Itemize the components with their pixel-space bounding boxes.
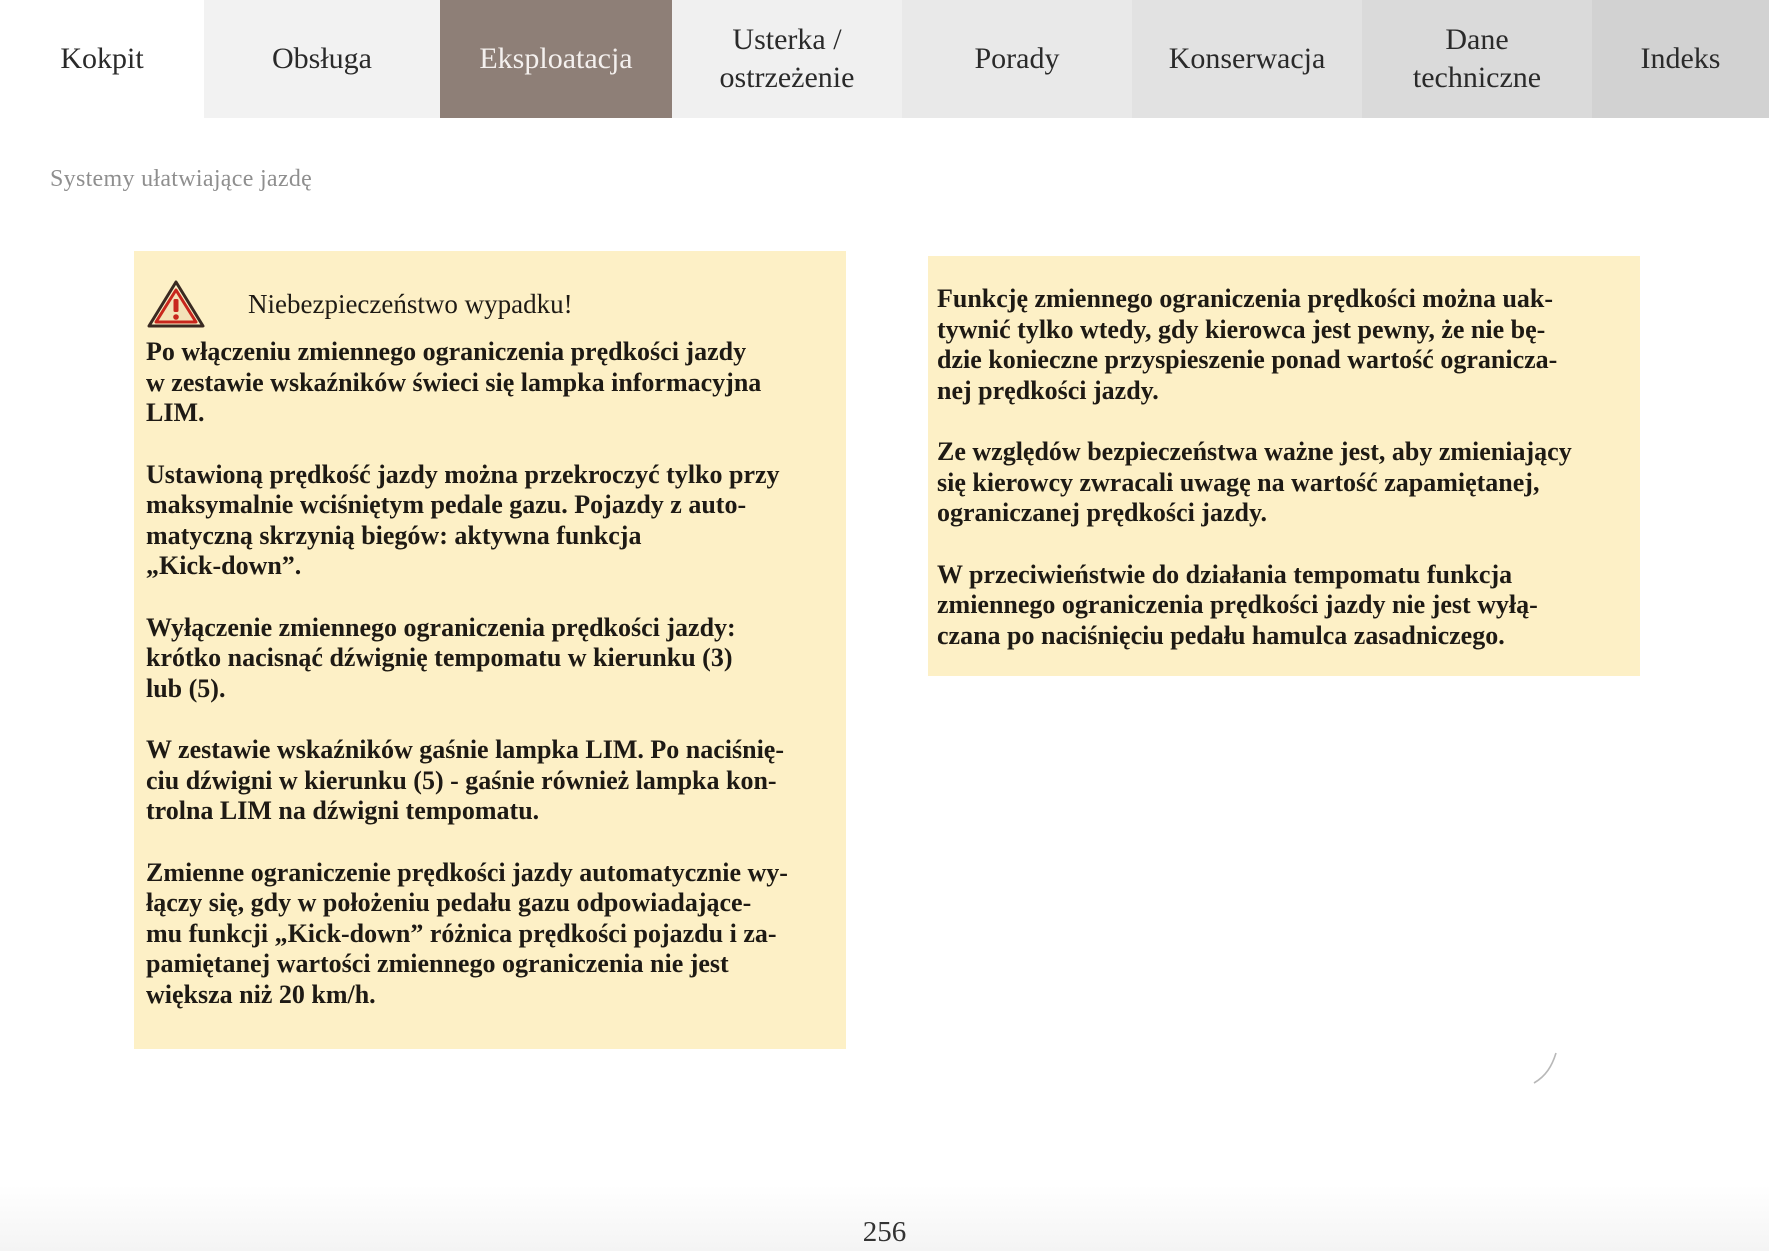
warning-body: [146, 337, 832, 1010]
text-line: ograniczanej prędkości jazdy.: [937, 498, 1268, 527]
tab-kokpit[interactable]: [0, 0, 204, 118]
tab-label: Konserwacja: [1168, 42, 1326, 75]
text-line: lub (5).: [146, 673, 226, 703]
tab-label: Obsługa: [272, 42, 372, 75]
text-line: Po włączeniu zmiennego ograniczenia prędkości jazdy: [146, 337, 747, 366]
text-line: matyczną skrzynią biegów: aktywna funkcja: [146, 520, 642, 550]
text-line: Wyłączenie zmiennego ograniczenia prędkości jazdy:: [146, 612, 736, 642]
text-line: łączy się, gdy w położeniu pedału gazu odpowiadające-: [146, 888, 752, 917]
text-line: „Kick-down”.: [146, 551, 302, 580]
tab-indeks[interactable]: [1592, 0, 1769, 118]
paragraph: [146, 613, 832, 705]
page-number: 256: [862, 1216, 907, 1248]
tab-porady[interactable]: [902, 0, 1132, 118]
text-line: Ustawioną prędkość jazdy można przekroczyć tylko przy: [146, 459, 780, 489]
text-line: większa niż 20 km/h.: [146, 979, 376, 1009]
text-line: nej prędkości jazdy.: [937, 375, 1159, 405]
tab-eksploatacja[interactable]: [440, 0, 672, 118]
text-line: zmiennego ograniczenia prędkości jazdy nie jest wyłą-: [937, 590, 1538, 619]
text-line: tywnić tylko wtedy, gdy kierowca jest pewny, że nie bę-: [937, 314, 1546, 344]
text-line: trolna LIM na dźwigni tempomatu.: [146, 796, 540, 825]
text-line: Funkcję zmiennego ograniczenia prędkości można uak-: [937, 284, 1554, 313]
tab-label: Usterka / ostrzeżenie: [719, 23, 855, 94]
tab-label: Indeks: [1640, 42, 1721, 75]
paragraph: [146, 735, 832, 827]
text-line: pamiętanej wartości zmiennego ograniczenia nie jest: [146, 949, 729, 978]
warning-box: [134, 251, 846, 1049]
warning-triangle-icon: [146, 279, 206, 329]
tab-label: Kokpit: [60, 42, 144, 75]
pen-stroke-mark: [1530, 1050, 1560, 1086]
text-line: W zestawie wskaźników gaśnie lampka LIM. Po naciśnię-: [146, 735, 784, 764]
tab-label: Eksploatacja: [479, 42, 633, 75]
text-line: maksymalnie wciśniętym pedale gazu. Pojazdy z auto-: [146, 490, 747, 519]
warning-header: [146, 279, 832, 329]
text-line: w zestawie wskaźników świeci się lampka informacyjna: [146, 367, 762, 397]
text-line: mu funkcji „Kick-down” różnica prędkości pojazdu i za-: [146, 918, 777, 948]
text-line: się kierowcy zwracali uwagę na wartość zapamiętanej,: [937, 467, 1540, 497]
paragraph: [937, 284, 1628, 406]
text-line: krótko nacisnąć dźwignię tempomatu w kierunku (3): [146, 643, 733, 672]
warning-title: Niebezpieczeństwo wypadku!: [248, 288, 573, 319]
text-line: czana po naciśnięciu pedału hamulca zasadniczego.: [937, 620, 1505, 650]
section-title: Systemy ułatwiające jazdę: [50, 166, 313, 192]
paragraph: [937, 437, 1628, 529]
paragraph: [937, 560, 1628, 652]
text-line: ciu dźwigni w kierunku (5) - gaśnie również lampka kon-: [146, 765, 777, 795]
info-box: [928, 256, 1640, 676]
info-body: [937, 284, 1628, 651]
text-line: W przeciwieństwie do działania tempomatu funkcja: [937, 559, 1513, 589]
paragraph: [146, 337, 832, 429]
paragraph: [146, 460, 832, 582]
text-line: LIM.: [146, 398, 205, 427]
text-line: dzie konieczne przyspieszenie ponad wartość ogranicza-: [937, 345, 1558, 374]
tab-label: Porady: [974, 42, 1060, 75]
chapter-tab-bar: [0, 0, 1769, 118]
paragraph: [146, 858, 832, 1011]
text-line: Ze względów bezpieczeństwa ważne jest, aby zmieniający: [937, 437, 1572, 466]
tab-konserwacja[interactable]: [1132, 0, 1362, 118]
tab-label: Dane techniczne: [1412, 23, 1542, 94]
tab-dane[interactable]: [1362, 0, 1592, 118]
tab-usterka[interactable]: [672, 0, 902, 118]
tab-obsługa[interactable]: [204, 0, 440, 118]
text-line: Zmienne ograniczenie prędkości jazdy automatycznie wy-: [146, 857, 788, 887]
